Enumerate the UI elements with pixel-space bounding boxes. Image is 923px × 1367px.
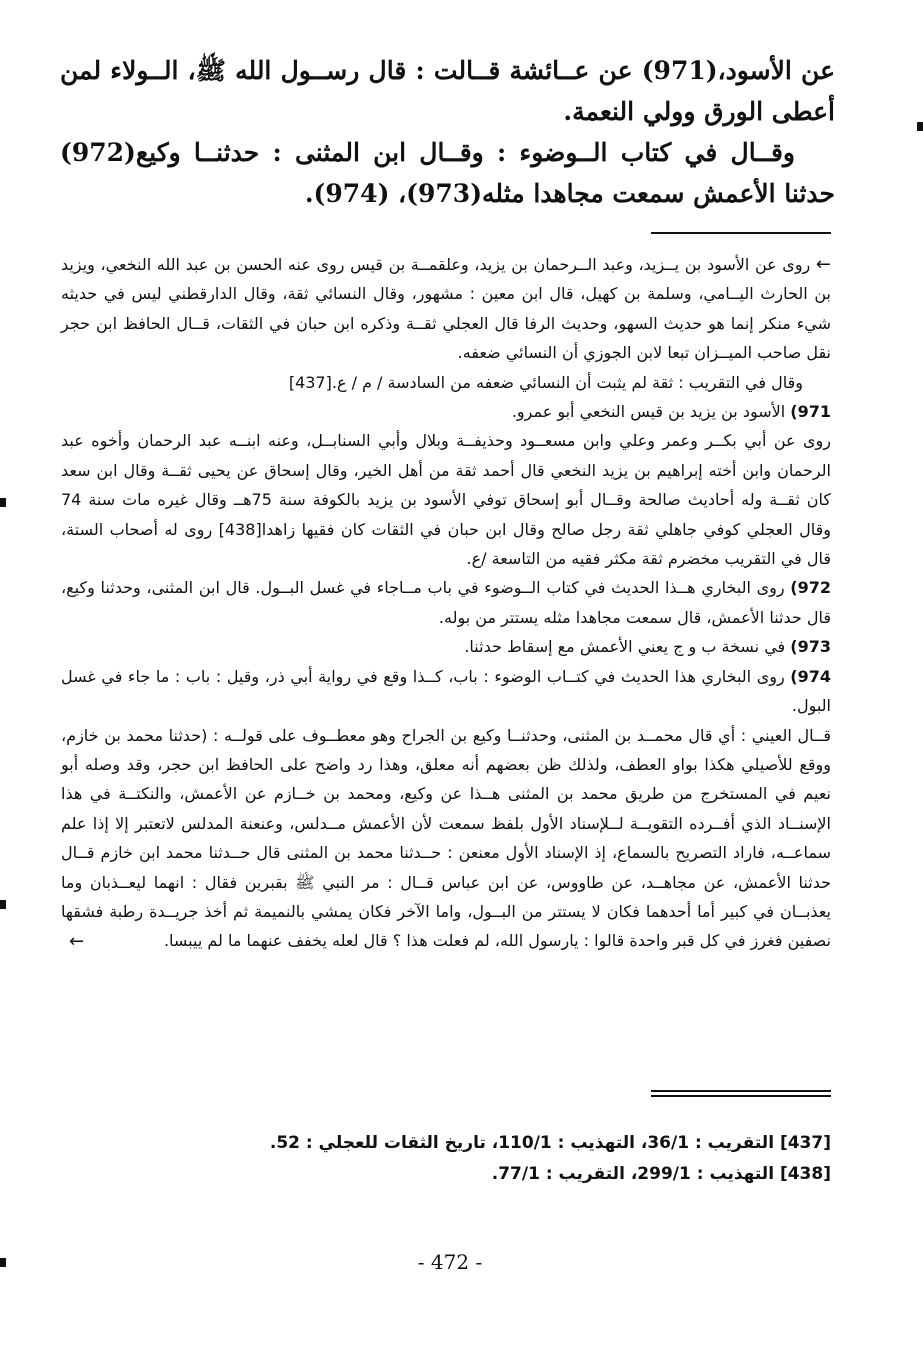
footnote-974-aini: قــال العيني : أي قال محمــد بن المثنى، وحدثنــا وكيع بن الجراح وهو معطــوف على قولــه : (حدثنا محمد بن خازم، ووقع للأصيلي هكذا بواو العطف، ولذلك ظن بعضهم أنه معلق، وهذا رد واضح على الحافظ ابن حجر، وقد وصله أبو نعيم في المستخرج من طريق محمد بن المثنى هــذا عن وكيع، ومحمد بن خــازم عن الأعمش، والنكتــة في هذا الإسنــاد الذي أفــرده التقويــة لــلإسناد الأول بلفظ سمعت لأن الأعمش مــدلس، وعنعنة المدلس لاتعتبر إلا إذا علم سماعــه، فاراد التصريح بالسماع، إذ الإسناد الأول معنعن : حــدثنا محمد بن المثنى قال حــدثنا محمد ابن خازم قــال حدثنا الأعمش، عن مجاهــد، عن طاووس، عن ابن عباس قــال : مر النبي ﷺ بقبرين فقال : انهما ليعــذبان وما يعذبــان في كبير أما أحدهما فكان لا يستتر من البــول، واما الآخر فكان يمشي بالنميمة ثم أخذ جريــدة رطبة فشقها نصفين فغرز في كل قبر واحدة قالوا : يارسول الله، لم فعلت هذا ؟ قال لعله يخفف عنهما ما لم ييبسا. bbox=[61, 725, 831, 951]
footnote-continuation bbox=[61, 250, 831, 368]
scan-mark bbox=[0, 1258, 6, 1267]
footnote-continuation-taqrib: وقال في التقريب : ثقة لم يثبت أن النسائي ضعفه من السادسة / م / ع.[437] bbox=[288, 372, 803, 392]
main-text-paragraph-2: وقــال في كتاب الــوضوء : وقــال ابن المثنى : حدثنــا وكيع(972) حدثنا الأعمش سمعت مجاهدا مثله(973)، (974). bbox=[60, 138, 835, 208]
footnote-number: 974) bbox=[790, 666, 832, 686]
continuation-arrow-icon: ← bbox=[69, 930, 85, 952]
footnote-number: 972) bbox=[790, 578, 832, 598]
footnote-974-text: روى البخاري هذا الحديث في كتــاب الوضوء : باب، كــذا وقع في رواية أبي ذر، وقيل : باب : ما جاء في غسل البول. bbox=[61, 666, 831, 716]
scan-mark bbox=[917, 122, 923, 131]
scan-mark bbox=[0, 498, 6, 507]
main-text-separator bbox=[651, 232, 831, 234]
references bbox=[61, 1128, 831, 1190]
footnote-971-title: الأسود بن يزيد بن قيس النخعي أبو عمرو. bbox=[511, 402, 786, 422]
footnote-971-heading bbox=[61, 397, 831, 426]
main-text-paragraph-1: عن الأسود،(971) عن عــائشة قــالت : قال رســول الله ﷺ، الــولاء لمن أعطى الورق وولي النعمة. bbox=[60, 56, 835, 126]
footnotes bbox=[61, 250, 831, 956]
references-separator bbox=[651, 1090, 831, 1097]
scan-mark bbox=[0, 900, 6, 909]
footnote-972-text: روى البخاري هــذا الحديث في كتاب الــوضوء في باب مــاجاء في غسل البــول. قال ابن المثنى، وحدثنا وكيع، قال حدثنا الأعمش، قال سمعت مجاهدا مثله يستتر من بوله. bbox=[61, 578, 831, 627]
footnote-continuation-text: روى عن الأسود بن يــزيد، وعبد الــرحمان بن يزيد، وعلقمــة بن قيس روى عنه الحسن بن عبد الله النخعي، ويزيد بن الحارث اليــامي، وسلمة بن كهيل، قال ابن معين : مشهور، وقال النسائي ثقة، وقال الدارقطني ليس في حديثه شيء منكر إنما هو حديث السهو، وحديث الرفا قال العجلي ثقــة وذكره ابن حبان في الثقات، قــال الحافظ ابن حجر نقل صاحب الميــزان تبعا لابن الجوزي أن النسائي ضعفه. bbox=[61, 255, 831, 363]
page-number: - 472 - bbox=[417, 1250, 483, 1274]
main-text bbox=[60, 50, 835, 214]
reference-438: [438] التهذيب : 299/1، التقريب : 77/1. bbox=[491, 1164, 831, 1184]
footnote-973 bbox=[61, 632, 831, 661]
footnote-972 bbox=[61, 573, 831, 632]
continuation-arrow-icon: ← bbox=[815, 254, 831, 275]
footnote-number: 973) bbox=[790, 637, 831, 657]
reference-437: [437] التقريب : 36/1، التهذيب : 110/1، تاريخ الثقات للعجلي : 52. bbox=[269, 1133, 831, 1153]
footnote-971-body: روى عن أبي بكــر وعمر وعلي وابن مسعــود وحذيفــة وبلال وأبي السنابــل، وعنه ابنــه عبد الرحمان وأخوه عبد الرحمان وابن أخته إبراهيم بن يزيد النخعي قال أحمد ثقة من أهل الخير، وقال إسحاق عن يحيى ثقــة وقال ابن سعد كان ثقــة وله أحاديث صالحة وقــال أبو إسحاق توفي الأسود بن يزيد بالكوفة سنة 75هــ وقال غيره مات سنة 74 وقال العجلي كوفي جاهلي ثقة رجل صالح وقال ابن حبان في الثقات كان فقيها زاهدا[438] روى له أصحاب الستة، قال في التقريب مخضرم ثقة مكثر فقيه من التاسعة /ع. bbox=[61, 431, 831, 569]
footnote-973-text: في نسخة ب و ج يعني الأعمش مع إسقاط حدثنا. bbox=[464, 637, 786, 657]
footnote-number: 971) bbox=[790, 402, 831, 422]
footnote-974 bbox=[61, 662, 831, 721]
